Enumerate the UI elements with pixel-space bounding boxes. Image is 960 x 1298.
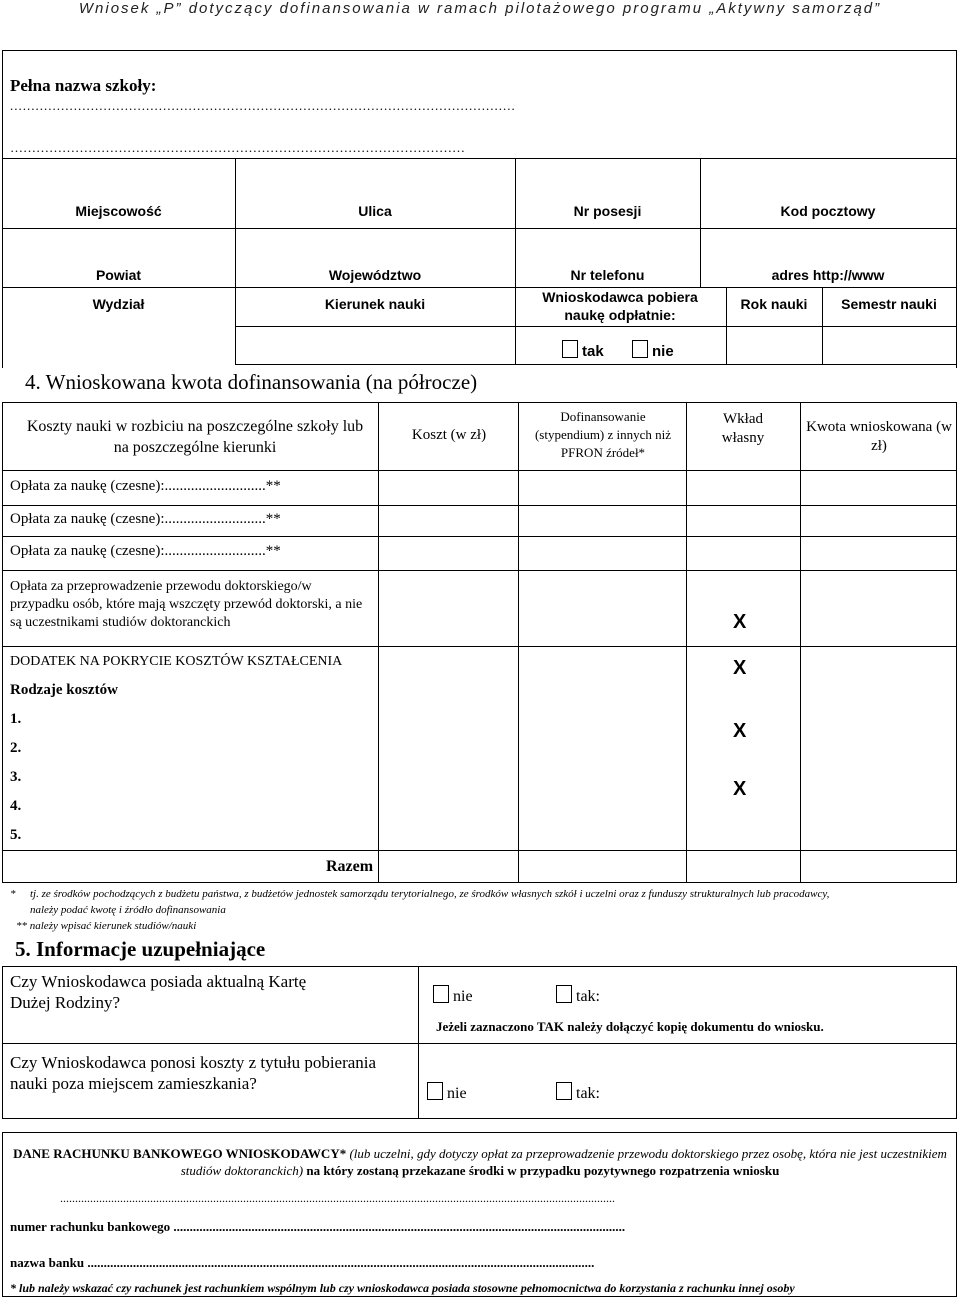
pobiera-nie-option[interactable] bbox=[632, 340, 674, 360]
checkbox-q2-nie[interactable] bbox=[427, 1082, 443, 1100]
table-border-right bbox=[956, 966, 957, 1118]
question-koszty: Czy Wnioskodawca ponosi koszty z tytułu pobierania nauki poza miejscem zamieszkania? bbox=[10, 1053, 377, 1093]
x-mark: X bbox=[733, 778, 747, 800]
dodatek-row: DODATEK NA POKRYCIE KOSZTÓW KSZTAŁCENIA bbox=[10, 654, 343, 669]
row-divider bbox=[235, 364, 957, 365]
bank-border-right bbox=[956, 1132, 957, 1296]
q1-tak-label: tak: bbox=[576, 988, 600, 1005]
nie-label: nie bbox=[652, 343, 674, 360]
col-wydzial: Wydział bbox=[92, 296, 145, 312]
rodzaje-label: Rodzaje kosztów bbox=[10, 682, 118, 698]
x-mark: X bbox=[733, 720, 747, 742]
checkbox-q2-tak[interactable] bbox=[556, 1082, 572, 1100]
row-divider bbox=[2, 470, 957, 471]
bank-rest: na który zostaną przekazane środki w przypadku pozytywnego rozpatrzenia wniosku bbox=[306, 1163, 780, 1178]
checkbox-tak[interactable] bbox=[562, 340, 578, 358]
table-border-right bbox=[956, 402, 957, 882]
row-divider bbox=[2, 570, 957, 571]
item-number: 5. bbox=[10, 827, 22, 843]
bank-name-field[interactable] bbox=[10, 1255, 594, 1271]
col-miejscowosc: Miejscowość bbox=[75, 203, 162, 219]
col-koszty-header: Koszty nauki w rozbiciu na poszczególne szkoły lub na poszczególne kierunki bbox=[26, 418, 364, 456]
col-kwota-header: Kwota wnioskowana (w zł) bbox=[806, 419, 952, 454]
oplata-row[interactable]: Opłata za naukę (czesne):...........................** bbox=[10, 543, 281, 559]
item-number: 4. bbox=[10, 798, 22, 814]
q1-note: Jeżeli zaznaczono TAK należy dołączyć kopię dokumentu do wniosku. bbox=[436, 1019, 824, 1034]
section4-title: 4. Wnioskowana kwota dofinansowania (na półrocze) bbox=[25, 370, 478, 394]
bank-heading bbox=[10, 1145, 950, 1179]
q2-tak-label: tak: bbox=[576, 1085, 600, 1102]
school-name-label: Pełna nazwa szkoły: bbox=[10, 76, 157, 95]
bank-footnote: * lub należy wskazać czy rachunek jest rachunkiem wspólnym lub czy wnioskodawca posiada stosowne pełnomocnictwa do korzystania z rachunku innej osoby bbox=[10, 1281, 795, 1295]
item-number: 3. bbox=[10, 769, 22, 785]
q1-nie-label: nie bbox=[453, 988, 473, 1005]
row-divider bbox=[2, 402, 957, 403]
col-dofin-header: Dofinansowanie (stypendium) z innych niż PFRON źródeł* bbox=[534, 409, 672, 460]
oplata-row[interactable]: Opłata za naukę (czesne):...........................** bbox=[10, 511, 281, 527]
bank-paren: (lub uczelni, gdy dotyczy opłat za przeprowadzenie przewodu doktorskiego przez osobę, która nie jest uczestnikiem studiów doktoranckich) bbox=[180, 1146, 947, 1178]
q2-nie-option[interactable] bbox=[427, 1082, 467, 1103]
col-divider bbox=[800, 402, 801, 882]
school-name-dots-2[interactable]: …………………………………………………………………………………………… bbox=[10, 140, 465, 155]
x-mark: X bbox=[733, 657, 747, 679]
col-kod-pocztowy: Kod pocztowy bbox=[780, 203, 876, 219]
bank-border-bottom bbox=[2, 1296, 957, 1297]
col-ulica: Ulica bbox=[358, 203, 392, 219]
row-divider bbox=[2, 966, 957, 967]
col-kierunek: Kierunek nauki bbox=[324, 296, 426, 312]
bank-border-left bbox=[2, 1132, 3, 1296]
school-name-dots-1[interactable]: ....................................................................................................................... bbox=[10, 98, 516, 113]
col-pobiera: Wnioskodawca pobiera naukę odpłatnie: bbox=[542, 289, 698, 323]
col-nr-posesji: Nr posesji bbox=[573, 203, 642, 219]
bank-dots[interactable]: ......................................................................................................................................................................................... bbox=[60, 1191, 615, 1205]
col-wojewodztwo: Województwo bbox=[328, 267, 422, 283]
table-border-top bbox=[2, 50, 957, 51]
checkbox-nie[interactable] bbox=[632, 340, 648, 358]
bank-border-top bbox=[2, 1132, 957, 1133]
footnote-1: tj. ze środków pochodzących z budżetu państwa, z budżetów jednostek samorządu terytorialnego, ze środków własnych szkół i uczelni oraz z funduszy strukturalnych lub pracodawcy, bbox=[30, 888, 830, 900]
bank-name-label: nazwa banku bbox=[10, 1255, 85, 1270]
table-border-left bbox=[2, 966, 3, 1118]
razem-label: Razem bbox=[326, 858, 374, 875]
checkbox-q1-nie[interactable] bbox=[433, 985, 449, 1003]
col-adres-www: adres http://www bbox=[771, 267, 885, 283]
footnote-2: ** należy wpisać kierunek studiów/nauki bbox=[16, 920, 197, 932]
item-number: 1. bbox=[10, 711, 22, 727]
row-divider bbox=[2, 1043, 957, 1044]
col-nr-telefonu: Nr telefonu bbox=[570, 267, 645, 283]
q2-tak-option[interactable] bbox=[556, 1082, 600, 1103]
bank-title: DANE RACHUNKU BANKOWEGO WNIOSKODAWCY* bbox=[13, 1146, 347, 1161]
q2-nie-label: nie bbox=[447, 1085, 467, 1102]
tak-label: tak bbox=[582, 343, 604, 360]
question-karta: Czy Wnioskodawca posiada aktualną Kartę Dużej Rodziny? bbox=[10, 972, 307, 1012]
table-border-bottom bbox=[2, 882, 957, 883]
q1-nie-option[interactable] bbox=[433, 985, 473, 1006]
col-rok: Rok nauki bbox=[740, 296, 808, 312]
document-header: Wniosek „P” dotyczący dofinansowania w ramach pilotażowego programu „Aktywny samorząd” bbox=[78, 0, 882, 17]
bank-number-dots[interactable]: ........................................................................................................................................... bbox=[173, 1219, 626, 1234]
bank-number-label: numer rachunku bankowego bbox=[10, 1219, 171, 1234]
row-divider bbox=[2, 536, 957, 537]
row-divider bbox=[2, 287, 957, 288]
col-semestr: Semestr nauki bbox=[841, 296, 937, 312]
col-wklad-header: Wkład własny bbox=[721, 411, 765, 446]
q1-tak-option[interactable] bbox=[556, 985, 600, 1006]
col-powiat: Powiat bbox=[95, 267, 142, 283]
table-border-left bbox=[2, 402, 3, 882]
pobiera-tak-option[interactable] bbox=[562, 340, 604, 360]
col-divider bbox=[518, 402, 519, 882]
footnote-1b: należy podać kwotę i źródło dofinansowania bbox=[30, 904, 226, 916]
row-divider bbox=[2, 505, 957, 506]
bank-name-dots[interactable]: ............................................................................................................................................................ bbox=[87, 1255, 595, 1270]
row-divider bbox=[2, 158, 957, 159]
col-divider bbox=[686, 402, 687, 882]
doktorski-row: Opłata za przeprowadzenie przewodu doktorskiego/w przypadku osób, które mają wszczęty przewód doktorski, a nie są uczestnikami studiów doktoranckich bbox=[10, 579, 363, 630]
col-divider bbox=[418, 966, 419, 1118]
table-border-right bbox=[956, 50, 957, 368]
footnote-star: * bbox=[10, 888, 16, 900]
x-mark: X bbox=[733, 611, 747, 633]
oplata-row[interactable]: Opłata za naukę (czesne):...........................** bbox=[10, 478, 281, 494]
row-divider bbox=[2, 850, 957, 851]
bank-number-field[interactable] bbox=[10, 1219, 625, 1235]
checkbox-q1-tak[interactable] bbox=[556, 985, 572, 1003]
item-number: 2. bbox=[10, 740, 22, 756]
section5-title: 5. Informacje uzupełniające bbox=[15, 937, 266, 961]
row-divider bbox=[2, 228, 957, 229]
col-divider bbox=[378, 402, 379, 882]
col-koszt-header: Koszt (w zł) bbox=[411, 427, 487, 443]
row-divider bbox=[2, 646, 957, 647]
row-divider bbox=[235, 326, 957, 327]
row-divider bbox=[2, 1118, 957, 1119]
